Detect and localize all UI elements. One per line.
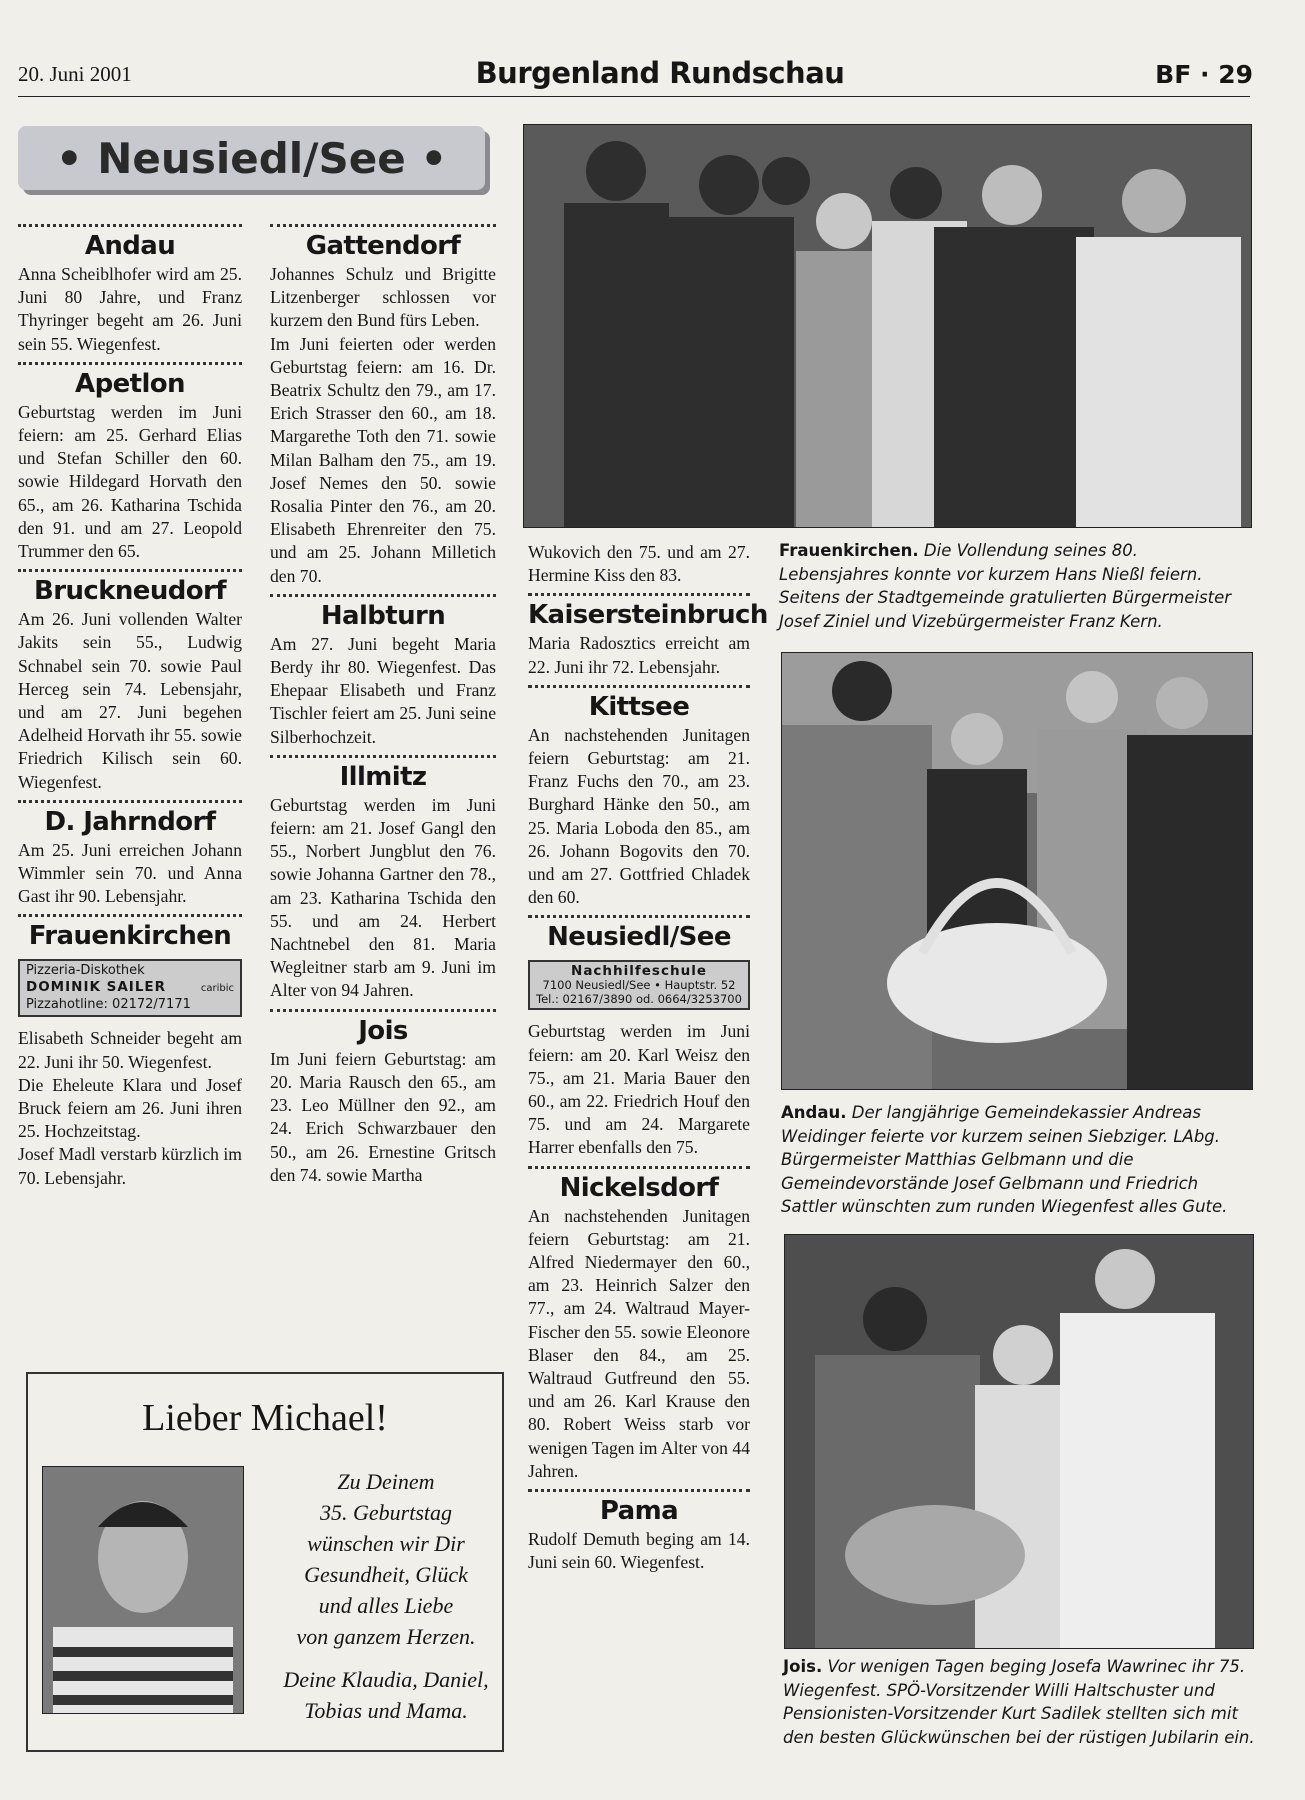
photo-andau-group [781,652,1253,1090]
greeting-line: und alles Liebe [318,1593,454,1618]
pizzeria-ad [18,959,242,1017]
ad-name: DOMINIK SAILER [26,979,167,996]
article-text: Geburtstag werden im Juni feiern: am 20. Karl Weisz den 75., am 21. Maria Bauer den 60., am 22. Friedrich Houf den 75. und am 24. Margarete Harrer ebenfalls den 75. [528,1021,750,1158]
photo-caption [781,1101,1252,1219]
divider [18,914,242,917]
photo-caption [779,539,1251,633]
photo-placeholder-icon [524,125,1251,527]
photo-frauenkirchen-group [523,124,1252,528]
ad-name: Nachhilfeschule [571,963,707,980]
greeting-text [268,1466,504,1726]
divider [270,1009,496,1012]
article-heading: Halbturn [320,600,446,631]
article-text: Am 27. Juni begeht Maria Berdy ihr 80. Wiegenfest. Das Ehepaar Elisabeth und Franz Tischler feiert am 25. Juni seine Silberhochzeit. [270,633,496,747]
ad-hotline: Pizzahotline: 02172/7171 [26,997,191,1013]
divider [270,755,496,758]
article-text: Wukovich den 75. und am 27. Hermine Kiss den 83. [528,542,750,586]
article-heading: Pama [599,1496,679,1527]
divider [528,1166,750,1169]
greeting-title: Lieber Michael! [142,1397,388,1439]
article-text: Johannes Schulz und Brigitte Litzenberger schlossen vor kurzem den Bund fürs Leben. [270,264,496,331]
divider [18,569,242,572]
article-text: Am 26. Juni vollenden Walter Jakits sein 55., Ludwig Schnabel sein 70. sowie Paul Herceg sein 74. Lebensjahr, und am 27. Juni begehen Adelheid Horvath ihr 55. sowie Friedrich Kilisch sein 60. Wiegenfest. [18,609,242,792]
greeting-line: von ganzem Herzen. [296,1624,476,1649]
article-heading: Andau [84,231,176,261]
column-2 [270,218,496,1187]
caption-place: Jois. [783,1657,823,1676]
caption-text: Vor wenigen Tagen beging Josefa Wawrinec ihr 75. Wiegenfest. SPÖ-Vorsitzender Willi Haltschuster und Pensionisten-Vorsitzender Kurt Sadilek stellten sich mit den besten Glückwünschen bei der rüstigen Jubilarin ein. [783,1657,1255,1747]
article-heading: Kaisersteinbruch [528,600,768,631]
divider [528,1489,750,1492]
photo-placeholder-icon [785,1235,1253,1648]
greeting-line: wünschen wir Dir [307,1531,465,1556]
article-text: Rudolf Demuth beging am 14. Juni sein 60. Wiegenfest. [528,1529,750,1573]
article-text: An nachstehenden Junitagen feiern Geburtstag: am 21. Franz Fuchs den 70., am 23. Burghard Hänke den 50., am 25. Maria Loboda den 85., am 26. Johann Bogovits den 70. und am 27. Gottfried Chladek den 60. [528,724,750,908]
article-heading: Neusiedl/See [547,922,731,953]
photo-placeholder-icon [782,653,1252,1089]
greeting-signature: Deine Klaudia, Daniel, [283,1667,489,1692]
greeting-line: Gesundheit, Glück [304,1562,468,1587]
article-heading: Frauenkirchen [28,921,232,952]
article-heading: Bruckneudorf [34,576,226,607]
divider [18,362,242,365]
portrait-icon [43,1467,243,1713]
header-rule [18,96,1250,97]
column-3 [528,541,768,1575]
birthday-greeting-box [26,1372,504,1752]
divider [18,800,242,803]
publication-title: Burgenland Rundschau [475,56,845,90]
column-1 [18,218,242,1190]
page-number: BF · 29 [1155,60,1253,89]
ad-address: 7100 Neusiedl/See • Hauptstr. 52 [542,978,736,993]
article-text: Im Juni feiern Geburtstag: am 20. Maria Rausch den 65., am 23. Leo Müllner den 92., am 24. Erich Schwarzbauer den 50., am 26. Ernestine Gritsch den 74. sowie Martha [270,1048,496,1185]
divider [270,594,496,597]
greeting-signature: Tobias und Mama. [304,1698,468,1723]
caption-place: Frauenkirchen. [779,541,919,560]
photo-caption [783,1655,1255,1749]
article-text: An nachstehenden Junitagen feiern Geburtstag: am 21. Alfred Niedermayer den 60., am 23. Heinrich Salzer den 77., am 24. Waltraud Mayer-Fischer den 55. sowie Eleonore Blaser den 84., am 25. Waltraud Gutfreund den 55. und am 26. Karl Krause den 80. Robert Weiss starb vor wenigen Tagen im Alter von 44 Jahren. [528,1205,750,1481]
divider [528,915,750,918]
caption-place: Andau. [781,1103,847,1122]
article-text: Josef Madl verstarb kürzlich im 70. Lebensjahr. [18,1144,242,1188]
divider [528,593,750,596]
article-heading: Kittsee [588,691,690,722]
article-text: Maria Radosztics erreicht am 22. Juni ihr 72. Lebensjahr. [528,633,750,677]
article-text: Elisabeth Schneider begeht am 22. Juni ihr 50. Wiegenfest. [18,1028,242,1072]
article-heading: Jois [358,1015,408,1046]
greeting-line: 35. Geburtstag [320,1500,452,1525]
article-text: Im Juni feierten oder werden Geburtstag feiern: am 16. Dr. Beatrix Schultz den 79., am 17. Erich Strasser den 60., am 18. Margarethe Toth den 71. sowie Milan Balham den 75., am 19. Josef Nemes den 50. sowie Rosalia Pinter den 76., am 20. Elisabeth Ehrenreiter den 75. und am 25. Johann Milletich den 70. [270,333,496,586]
article-heading: Apetlon [75,368,185,399]
article-text: Anna Scheiblhofer wird am 25. Juni 80 Jahre, und Franz Thyringer begeht am 26. Juni sein 55. Wiegenfest. [18,264,242,354]
article-heading: Nickelsdorf [559,1172,719,1203]
caption-text: Der langjährige Gemeindekassier Andreas Weidinger feierte vor kurzem seinen Siebziger. LAbg. Bürgermeister Matthias Gelbmann und die Gemeindevorstände Josef Gelbmann und Friedrich Sattler wünschten zum runden Wiegenfest alles Gute. [781,1103,1228,1216]
ad-line: Pizzeria-Diskothek [26,963,145,979]
article-text: Am 25. Juni erreichen Johann Wimmler sein 70. und Anna Gast ihr 90. Lebensjahr. [18,839,242,907]
divider [18,224,242,227]
ad-phone: Tel.: 02167/3890 od. 0664/3253700 [536,992,742,1007]
article-text: Die Eheleute Klara und Josef Bruck feiern am 26. Juni ihren 25. Hochzeitstag. [18,1074,242,1142]
article-text: Geburtstag werden im Juni feiern: am 21. Josef Gangl den 55., Norbert Jungblut den 76. sowie Johanna Gartner den 78., am 23. Katharina Tschida den 55. und am 24. Herbert Nachtnebel den 81. Maria Wegleitner starb am 9. Juni im Alter von 94 Jahren. [270,794,496,1001]
ad-logo: caribic [200,983,234,995]
section-banner: • Neusiedl/See • [18,126,485,190]
nachhilfe-ad [528,960,750,1010]
article-heading: Gattendorf [305,231,461,261]
divider [528,685,750,688]
article-text: Geburtstag werden im Juni feiern: am 25. Gerhard Elias und Stefan Schiller den 60. sowie Hildegard Horvath den 65., am 26. Katharina Tschida den 91. und am 27. Leopold Trummer den 65. [18,401,242,562]
photo-jois-group [784,1234,1254,1649]
article-heading: D. Jahrndorf [44,806,216,837]
caption-text: Die Vollendung seines 80. Lebensjahres konnte vor kurzem Hans Nießl feiern. Seitens der Stadtgemeinde gratulierten Bürgermeister Josef Ziniel und Vizebürgermeister Franz Kern. [779,541,1232,631]
portrait-photo [42,1466,244,1714]
greeting-line: Zu Deinem [337,1469,435,1494]
issue-date: 20. Juni 2001 [18,62,132,86]
divider [270,224,496,227]
article-heading: Illmitz [339,761,427,792]
